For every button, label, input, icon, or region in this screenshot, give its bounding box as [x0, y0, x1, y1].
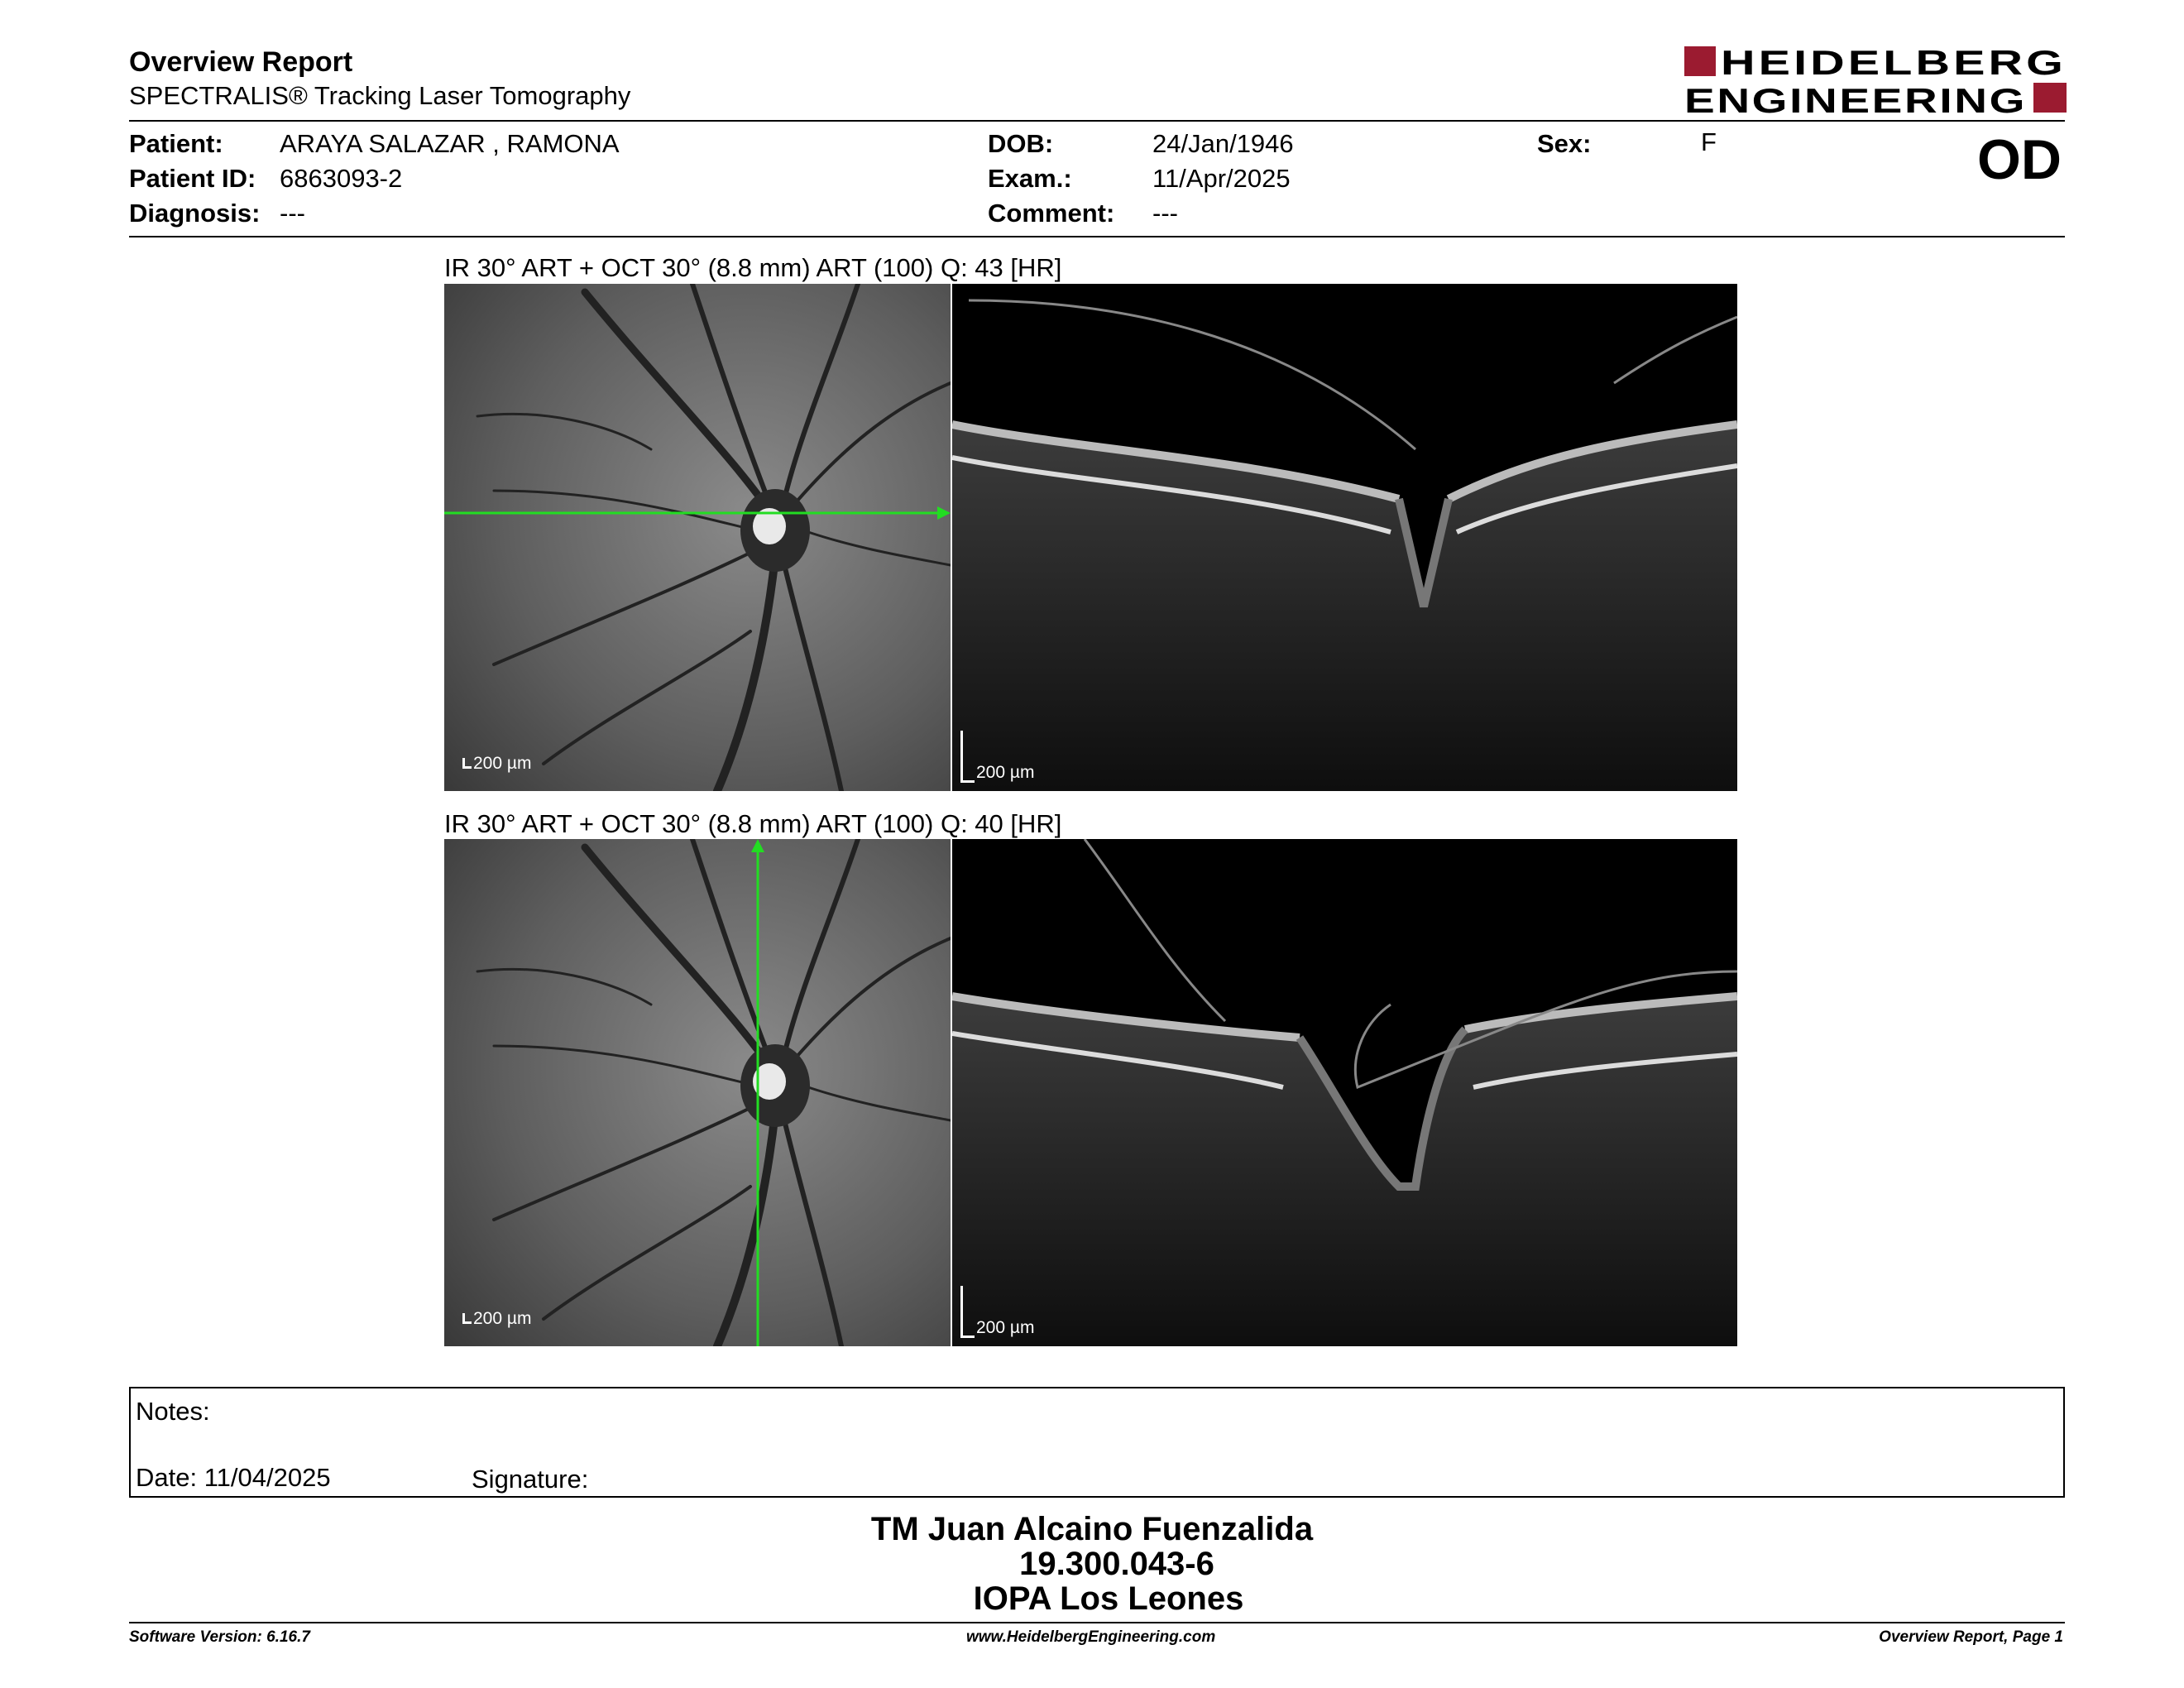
- patient-id: 6863093-2: [280, 164, 403, 193]
- software-version: Software Version: 6.16.7: [129, 1628, 310, 1646]
- operator-id: 19.300.043-6: [1019, 1546, 1214, 1582]
- eye-label: OD: [1977, 128, 2062, 191]
- sex-value: F: [1701, 127, 1717, 156]
- scan-2-title: IR 30° ART + OCT 30° (8.8 mm) ART (100) Q: 40 [HR]: [444, 809, 1062, 838]
- svg-text:HEIDELBERG: HEIDELBERG: [1721, 45, 2067, 82]
- page-number: Overview Report, Page 1: [1879, 1628, 2063, 1646]
- operator-institution: IOPA Los Leones: [973, 1580, 1244, 1617]
- scale-bar-label: 200 µm: [960, 731, 1034, 783]
- report-subtitle: SPECTRALIS® Tracking Laser Tomography: [129, 81, 631, 110]
- patient-label: Patient:: [129, 129, 223, 158]
- comment-value: ---: [1152, 199, 1178, 228]
- patient-id-label: Patient ID:: [129, 164, 256, 193]
- dob-value: 24/Jan/1946: [1152, 129, 1294, 158]
- scan-1-title: IR 30° ART + OCT 30° (8.8 mm) ART (100) Q: 43 [HR]: [444, 253, 1062, 282]
- notes-date: Date: 11/04/2025: [136, 1463, 331, 1492]
- exam-value: 11/Apr/2025: [1152, 164, 1291, 193]
- signature-label: Signature:: [472, 1465, 589, 1494]
- diagnosis-label: Diagnosis:: [129, 199, 261, 228]
- svg-text:ENGINEERING: ENGINEERING: [1684, 81, 2027, 116]
- website-link[interactable]: www.HeidelbergEngineering.com: [966, 1628, 1216, 1646]
- report-title: Overview Report: [129, 46, 353, 78]
- scan-1-ir-fundus-image: [444, 284, 951, 791]
- patient-name: ARAYA SALAZAR , RAMONA: [280, 129, 620, 158]
- exam-label: Exam.:: [988, 164, 1072, 193]
- sex-label: Sex:: [1537, 129, 1592, 158]
- scan-1-oct-bscan-image: [952, 284, 1737, 791]
- scale-bar-label: 200 µm: [462, 754, 531, 774]
- notes-box: [129, 1387, 2065, 1498]
- notes-label: Notes:: [136, 1397, 210, 1426]
- patient-divider: [129, 236, 2065, 237]
- header-divider: [129, 120, 2065, 122]
- heidelberg-logo: [1684, 45, 2067, 116]
- operator-name: TM Juan Alcaino Fuenzalida: [870, 1511, 1314, 1547]
- footer-divider: [129, 1622, 2065, 1623]
- comment-label: Comment:: [988, 199, 1115, 228]
- scan-2-ir-fundus-image: [444, 839, 951, 1346]
- scan-2-oct-bscan-image: [952, 839, 1737, 1346]
- scale-bar-label: 200 µm: [462, 1309, 531, 1329]
- scale-bar-label: 200 µm: [960, 1286, 1034, 1338]
- diagnosis-value: ---: [280, 199, 305, 228]
- dob-label: DOB:: [988, 129, 1054, 158]
